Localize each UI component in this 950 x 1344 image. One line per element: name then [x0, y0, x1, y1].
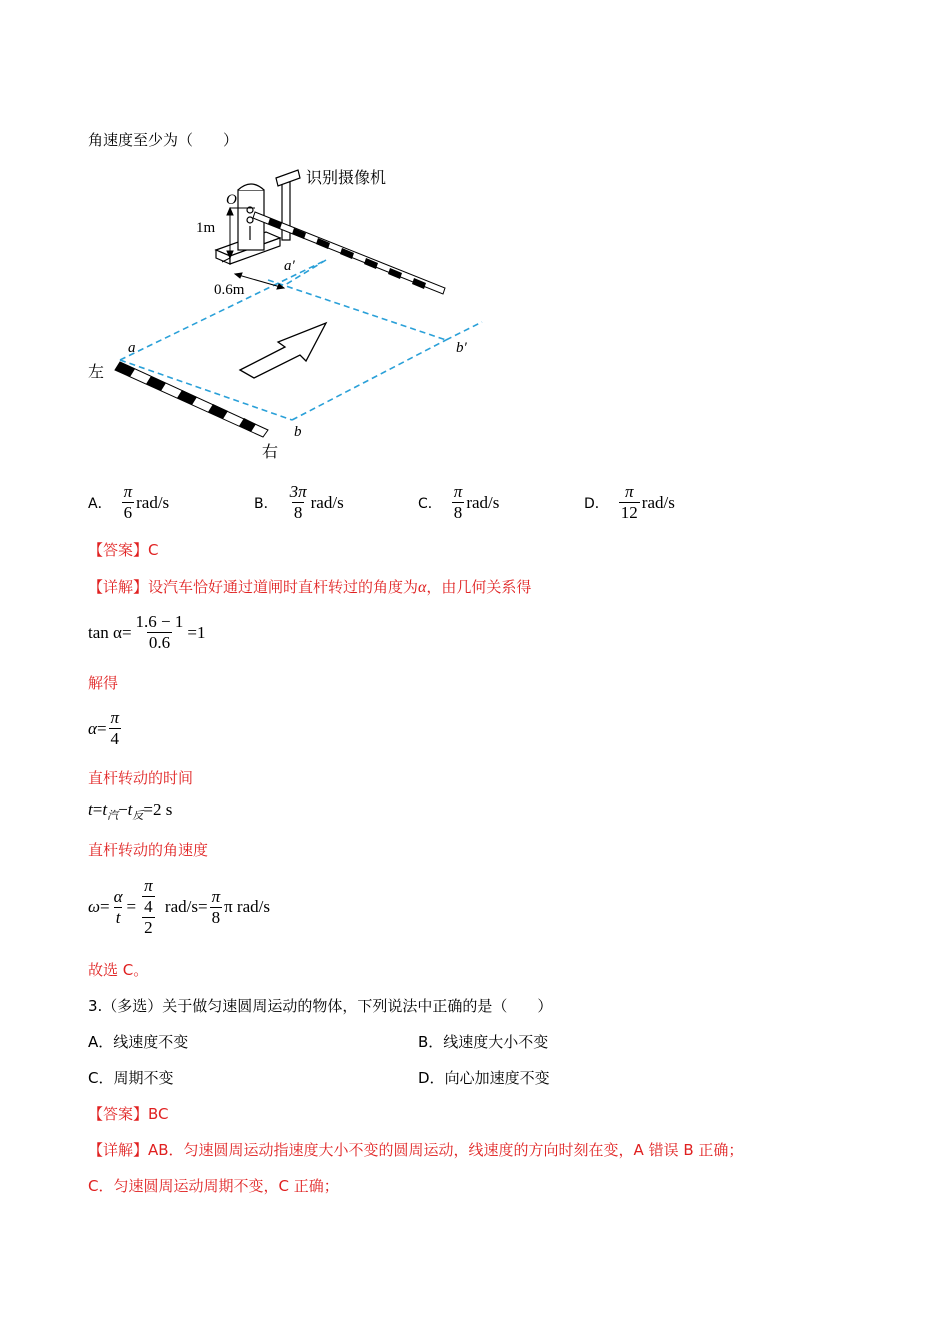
equation-tan: tan α = $\frac{1.6 - 1}{0.6}$ =1 [88, 612, 206, 652]
label-o: O [226, 192, 237, 208]
option-d: D． $\frac{\pi}{12}$ rad/s [584, 482, 675, 522]
solve-label: 解得 [88, 674, 119, 692]
question-3-stem: 3.（多选）关于做匀速圆周运动的物体，下列说法中正确的是（ ） [88, 997, 553, 1015]
equation-time: t = t 汽 − t 反 =2 s [88, 800, 173, 822]
answer: 【答案】C [88, 541, 159, 559]
q3-answer: 【答案】BC [88, 1105, 169, 1123]
label-right: 右 [262, 442, 279, 461]
q3-option-c: C．周期不变 [88, 1069, 174, 1087]
detail-intro: 【详解】设汽车恰好通过道闸时直杆转过的角度为α，由几何关系得 [88, 578, 532, 596]
label-a: a [128, 340, 136, 356]
q3-option-d: D．向心加速度不变 [418, 1069, 550, 1087]
label-depth: 0.6m [214, 282, 245, 298]
q3-option-a: A．线速度不变 [88, 1033, 189, 1051]
option-a: A． $\frac{\pi}{6}$ rad/s [88, 482, 170, 522]
option-c: C． $\frac{\pi}{8}$ rad/s [418, 482, 500, 522]
q3-detail-1: 【详解】AB．匀速圆周运动指速度大小不变的圆周运动，线速度的方向时刻在变，A 错误 B 正确； [88, 1141, 744, 1159]
question-stem-tail: 角速度至少为（ ） [88, 131, 239, 149]
equation-omega: ω = $\frac{\alpha}{t}$ = $\frac{\frac{\pi}{4}}{2}$ rad/s= $\frac{\pi}{8}$ π rad/s [88, 876, 270, 937]
equation-alpha: α = $\frac{\pi}{4}$ [88, 708, 120, 748]
boom-arm [253, 212, 445, 294]
label-height: 1m [196, 220, 216, 236]
q3-detail-2: C．匀速圆周运动周期不变，C 正确； [88, 1177, 339, 1195]
label-b: b [294, 424, 302, 440]
label-camera: 识别摄像机 [306, 168, 387, 187]
label-a-prime: a′ [284, 258, 295, 274]
label-b-prime: b′ [456, 340, 467, 356]
barrier-gate-figure [80, 160, 500, 465]
time-label: 直杆转动的时间 [88, 769, 194, 787]
q3-option-b: B．线速度大小不变 [418, 1033, 549, 1051]
option-b: B． $\frac{3\pi}{8}$ rad/s [254, 482, 344, 522]
conclusion: 故选 C。 [88, 961, 149, 979]
direction-arrow-icon [240, 323, 326, 378]
label-left: 左 [88, 362, 105, 381]
omega-label: 直杆转动的角速度 [88, 841, 209, 859]
